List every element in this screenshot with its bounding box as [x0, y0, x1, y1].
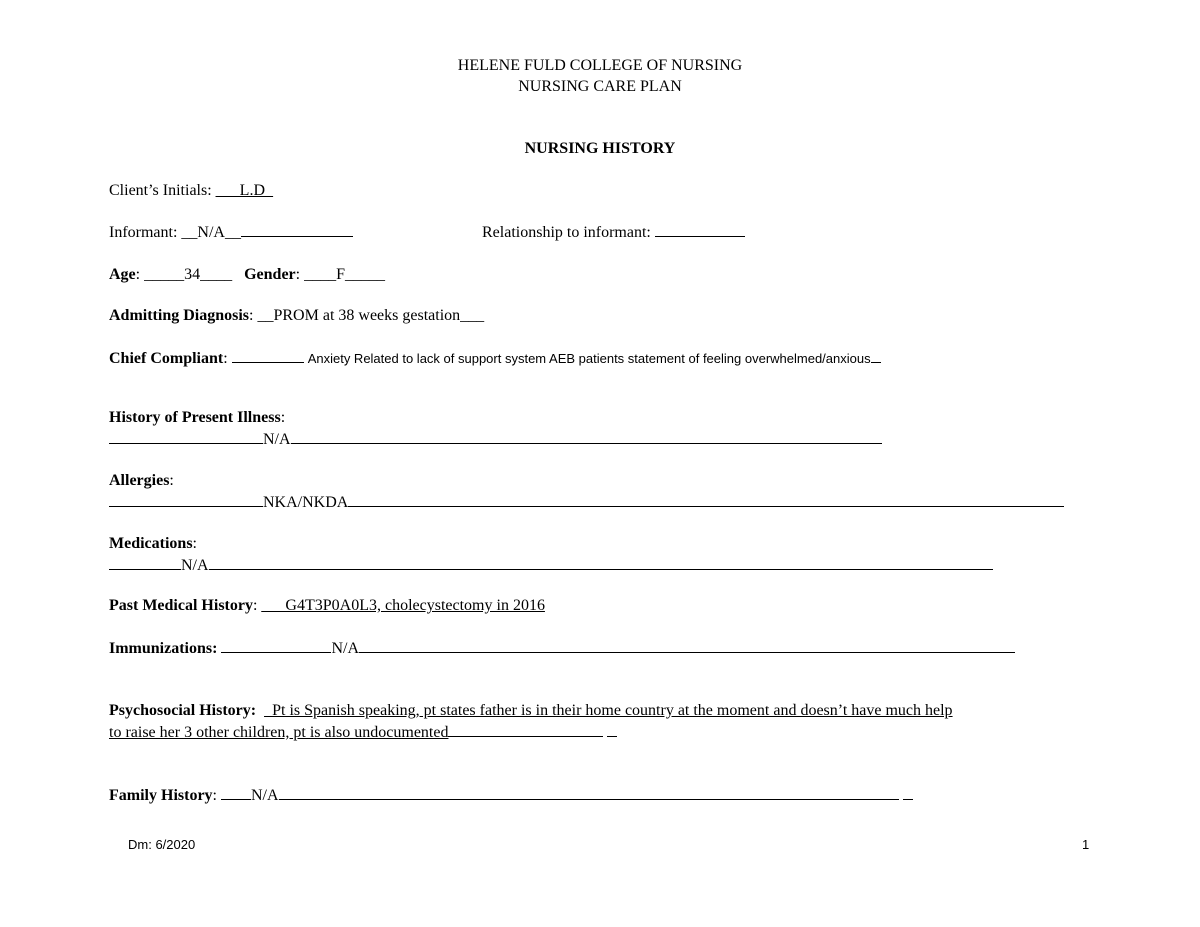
immunizations-row	[109, 638, 1015, 659]
psychosocial-label: Psychosocial History:	[109, 702, 257, 719]
family-blank-left	[221, 785, 251, 800]
family-trailing-blank	[903, 785, 913, 800]
allergies-label: Allergies	[109, 472, 170, 489]
immunizations-label: Immunizations:	[109, 640, 218, 657]
allergies-value-row	[109, 492, 1064, 513]
informant-row	[109, 222, 353, 243]
relationship-label: Relationship to informant:	[482, 224, 651, 241]
psychosocial-line2: to raise her 3 other children, pt is also undocumented	[109, 724, 449, 741]
family-label: Family History	[109, 787, 213, 804]
hpi-value: N/A	[263, 431, 291, 448]
family-blank-right	[279, 785, 899, 800]
chief-value: Anxiety Related to lack of support system AEB patients statement of feeling overwhelmed/anxious	[307, 351, 871, 366]
page-number: 1	[1082, 837, 1090, 852]
medications-value-row	[109, 555, 993, 576]
informant-blank	[241, 222, 353, 237]
admitting-label: Admitting Diagnosis	[109, 307, 250, 324]
college-name: HELENE FULD COLLEGE OF NURSING	[457, 57, 743, 74]
age-value: _____34____	[144, 266, 233, 283]
chief-blank	[232, 348, 304, 363]
hpi-label-row: History of Present Illness:	[109, 409, 286, 426]
chief-row: Chief Compliant: Anxiety Related to lack of support system AEB patients statement of feeling overwhelmed/anxious	[109, 348, 881, 369]
gender-label: Gender	[244, 266, 296, 283]
informant-label: Informant:	[109, 224, 178, 241]
psychosocial-blank	[448, 722, 603, 737]
client-initials-row	[109, 181, 273, 201]
medications-value: N/A	[181, 557, 209, 574]
allergies-value: NKA/NKDA	[263, 494, 349, 511]
relationship-row	[482, 222, 745, 243]
medications-label-row: Medications:	[109, 535, 197, 552]
gender-value: ____F_____	[304, 266, 386, 283]
psychosocial-row-2	[109, 722, 617, 743]
hpi-blank-left	[109, 429, 263, 444]
family-row: Family History: N/A	[109, 785, 913, 806]
pmh-label: Past Medical History	[109, 597, 253, 614]
hpi-label: History of Present Illness	[109, 409, 281, 426]
medications-blank-left	[109, 555, 181, 570]
allergies-label-row: Allergies:	[109, 472, 174, 489]
family-value: N/A	[251, 787, 279, 804]
psychosocial-line1: _Pt is Spanish speaking, pt states father is in their home country at the moment and doesn’t have much help	[264, 702, 953, 719]
medications-label: Medications	[109, 535, 193, 552]
pmh-value: ___G4T3P0A0L3, cholecystectomy in 2016	[261, 597, 545, 614]
section-title: NURSING HISTORY	[524, 140, 676, 157]
allergies-blank-right	[348, 492, 1064, 507]
informant-value: __N/A__	[181, 224, 241, 241]
client-initials-label: Client’s Initials:	[109, 182, 212, 199]
plan-title: NURSING CARE PLAN	[518, 78, 682, 95]
psychosocial-row	[109, 701, 953, 721]
chief-trailing-blank	[871, 348, 881, 363]
immunizations-value: N/A	[331, 640, 360, 657]
age-label: Age	[109, 266, 136, 283]
age-gender-row: Age: _____34____ Gender: ____F_____	[109, 266, 386, 283]
hpi-blank-right	[291, 429, 882, 444]
allergies-blank-left	[109, 492, 263, 507]
hpi-value-row	[109, 429, 882, 450]
footer-date: Dm: 6/2020	[128, 837, 196, 852]
client-initials-value: ___L.D_	[215, 182, 273, 199]
admitting-row: Admitting Diagnosis: __PROM at 38 weeks gestation___	[109, 307, 485, 324]
immunizations-blank-right	[359, 638, 1015, 653]
immunizations-blank-left	[221, 638, 331, 653]
psychosocial-trailing-blank	[607, 722, 617, 737]
medications-blank-right	[209, 555, 993, 570]
relationship-blank	[655, 222, 745, 237]
pmh-row: Past Medical History: ___G4T3P0A0L3, cholecystectomy in 2016	[109, 597, 545, 614]
chief-label: Chief Compliant	[109, 350, 224, 367]
admitting-value: __PROM at 38 weeks gestation___	[257, 307, 485, 324]
